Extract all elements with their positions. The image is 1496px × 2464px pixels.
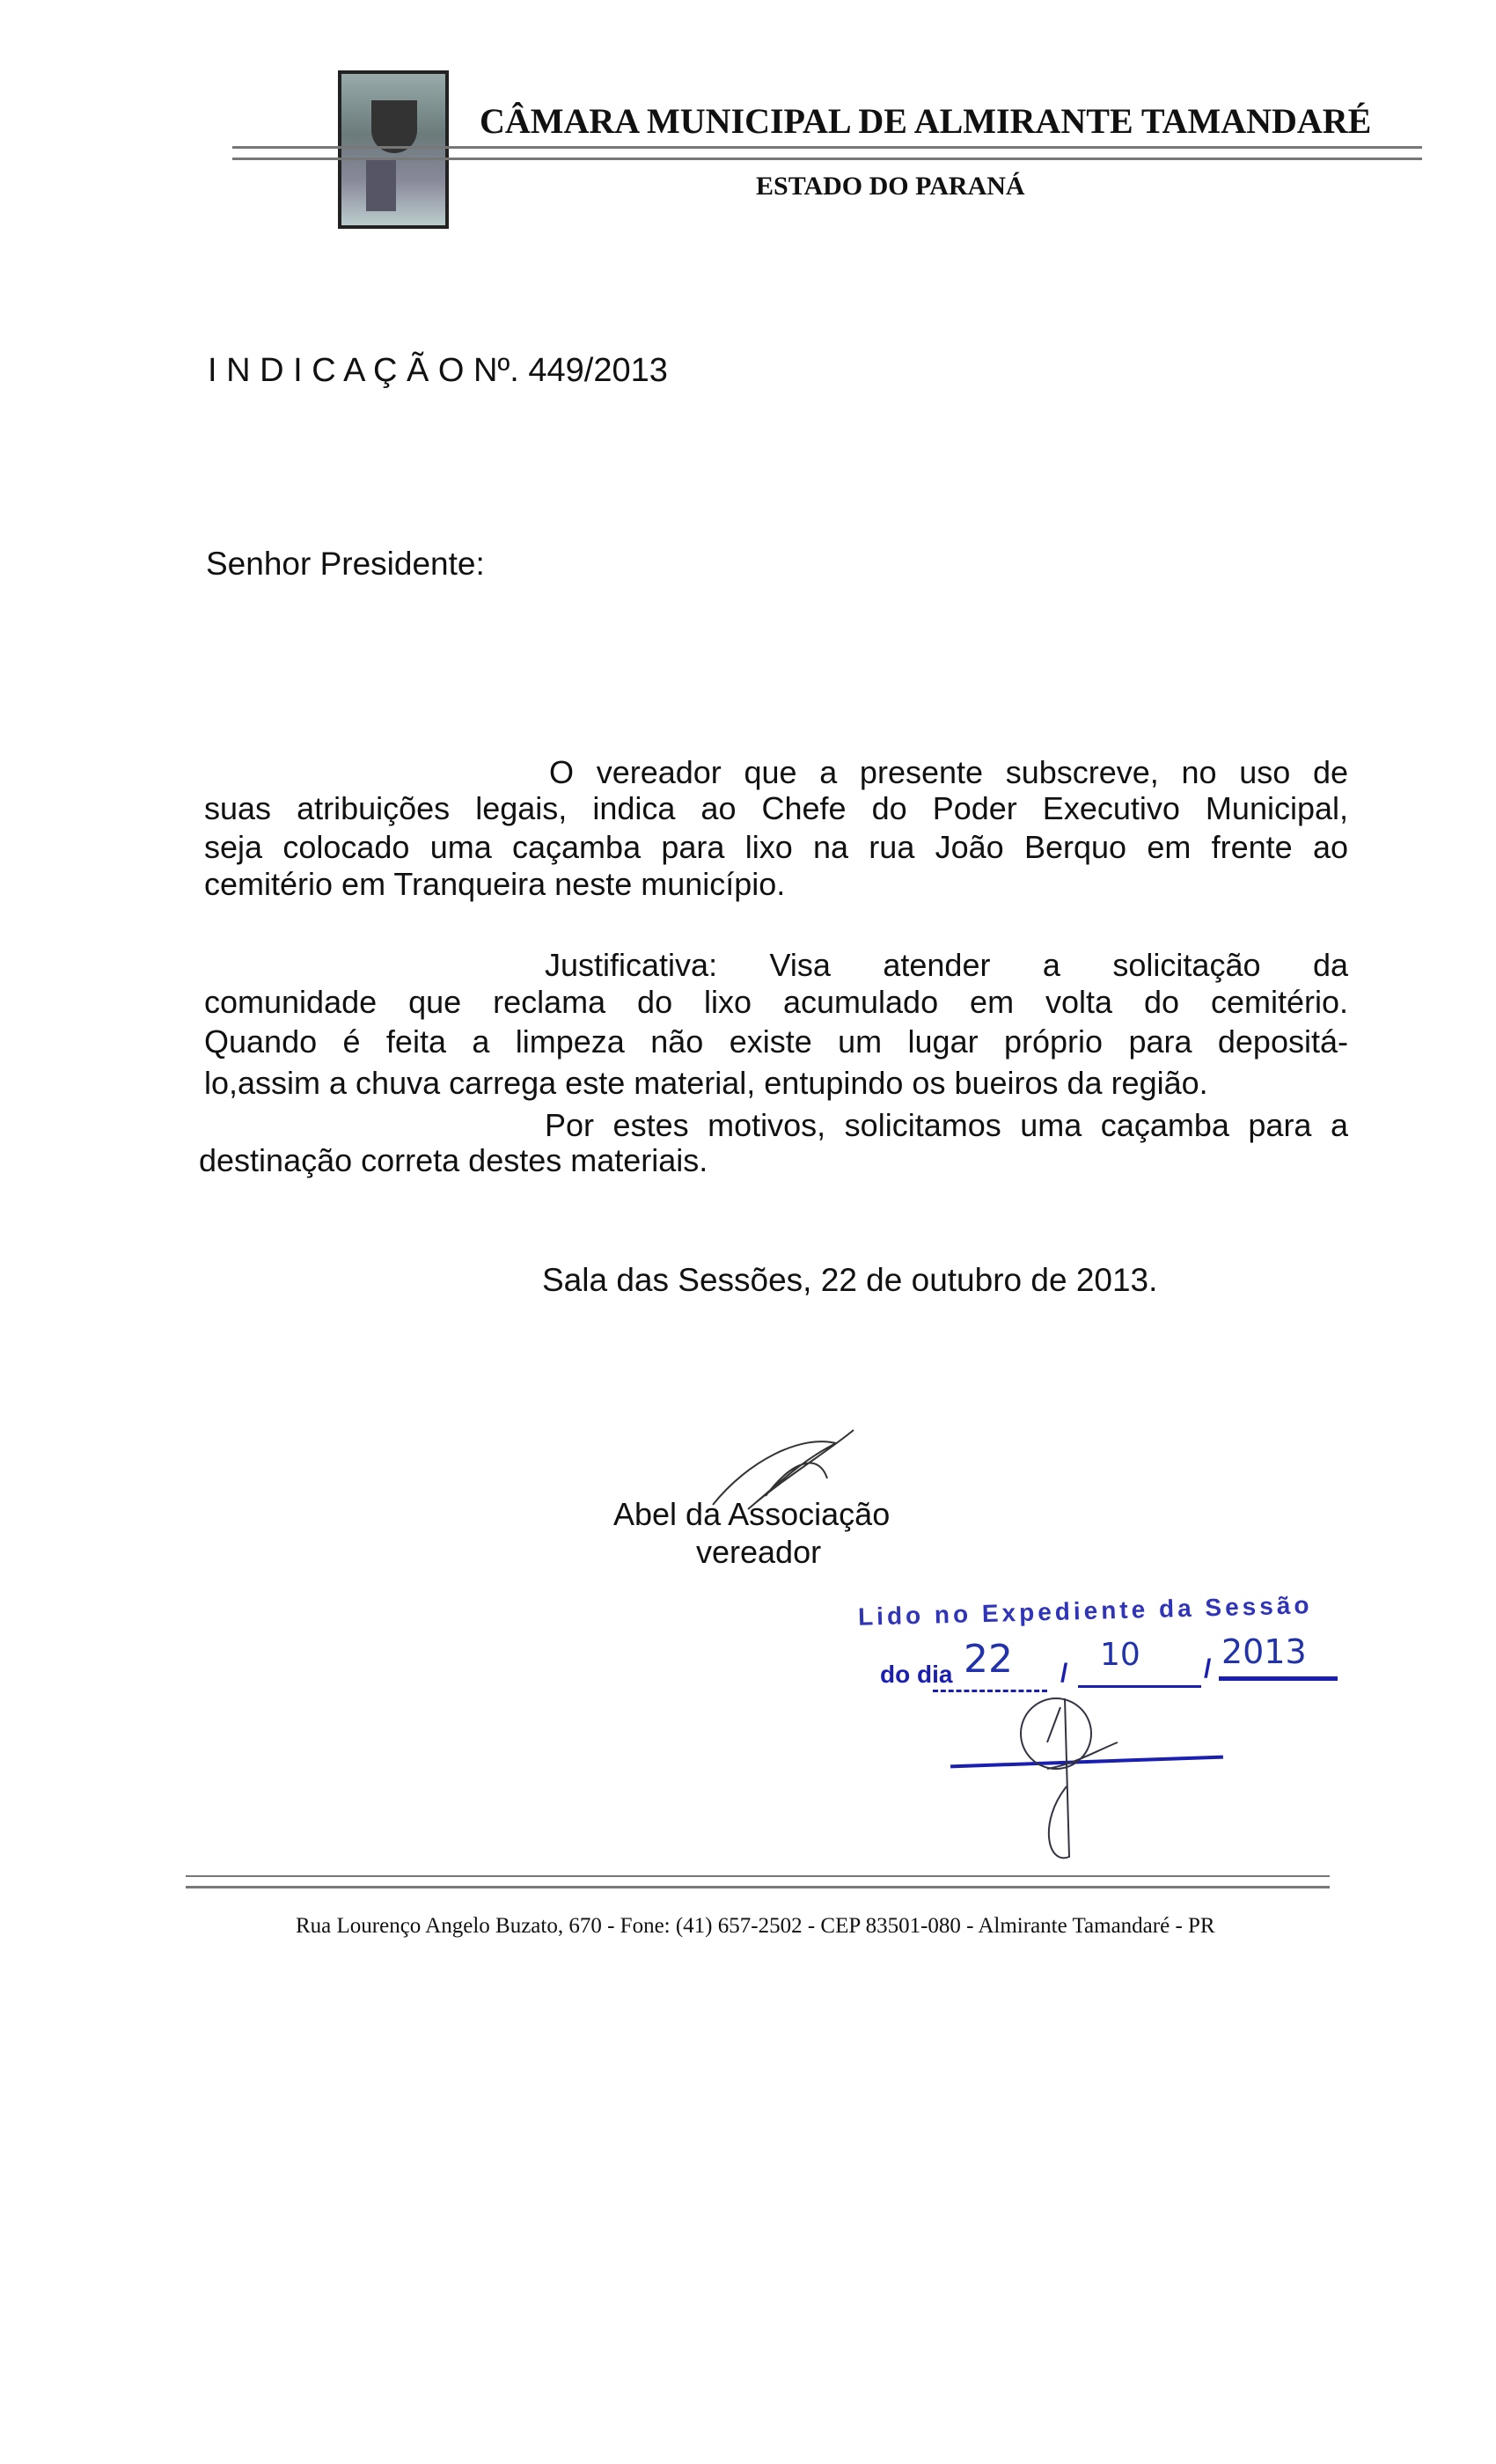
state-subtitle: ESTADO DO PARANÁ bbox=[756, 172, 1025, 201]
shield-icon bbox=[371, 100, 417, 153]
justification-line: comunidade que reclama do lixo acumulado em volta do cemitério. bbox=[204, 984, 1348, 1020]
stamp-day: 22 bbox=[964, 1637, 1013, 1682]
footer-divider-bottom bbox=[186, 1886, 1330, 1888]
stamp-year: 2013 bbox=[1221, 1632, 1307, 1671]
justification-line: Quando é feita a limpeza não existe um lugar próprio para depositá- bbox=[204, 1023, 1348, 1060]
salutation: Senhor Presidente: bbox=[206, 546, 485, 582]
stamp-initials bbox=[1012, 1681, 1135, 1866]
place-date: Sala das Sessões, 22 de outubro de 2013. bbox=[542, 1262, 1158, 1298]
justification-line: Justificativa: Visa atender a solicitação da bbox=[545, 947, 1348, 983]
justification-line: destinação correta destes materiais. bbox=[199, 1142, 708, 1178]
footer-address: Rua Lourenço Angelo Buzato, 670 - Fone: (41) 657-2502 - CEP 83501-080 - Almirante Tamandaré - PR bbox=[296, 1914, 1215, 1938]
body-line: suas atribuições legais, indica ao Chefe do Poder Executivo Municipal, bbox=[204, 790, 1348, 826]
stamp-month: 10 bbox=[1100, 1637, 1140, 1673]
signer-role: vereador bbox=[696, 1534, 822, 1570]
stamp-day-label: do dia bbox=[880, 1661, 953, 1688]
coat-of-arms-logo bbox=[338, 70, 449, 229]
stamp-year-underline bbox=[1219, 1676, 1338, 1681]
tower-icon bbox=[366, 158, 396, 211]
institution-title: CÂMARA MUNICIPAL DE ALMIRANTE TAMANDARÉ bbox=[480, 101, 1372, 141]
stamp-heading: Lido no Expediente da Sessão bbox=[857, 1591, 1313, 1631]
header-divider-top bbox=[232, 146, 1422, 149]
justification-line: Por estes motivos, solicitamos uma caçamba para a bbox=[545, 1107, 1348, 1143]
body-line: seja colocado uma caçamba para lixo na rua João Berquo em frente ao bbox=[204, 829, 1348, 865]
header-divider-bottom bbox=[232, 158, 1422, 160]
footer-divider-top bbox=[186, 1875, 1330, 1877]
body-line: O vereador que a presente subscreve, no uso de bbox=[549, 754, 1348, 790]
document-number: I N D I C A Ç Ã O Nº. 449/2013 bbox=[208, 352, 668, 389]
justification-line: lo,assim a chuva carrega este material, entupindo os bueiros da região. bbox=[204, 1065, 1208, 1101]
signer-name: Abel da Associação bbox=[613, 1496, 891, 1532]
body-line: cemitério em Tranqueira neste município. bbox=[204, 866, 786, 902]
